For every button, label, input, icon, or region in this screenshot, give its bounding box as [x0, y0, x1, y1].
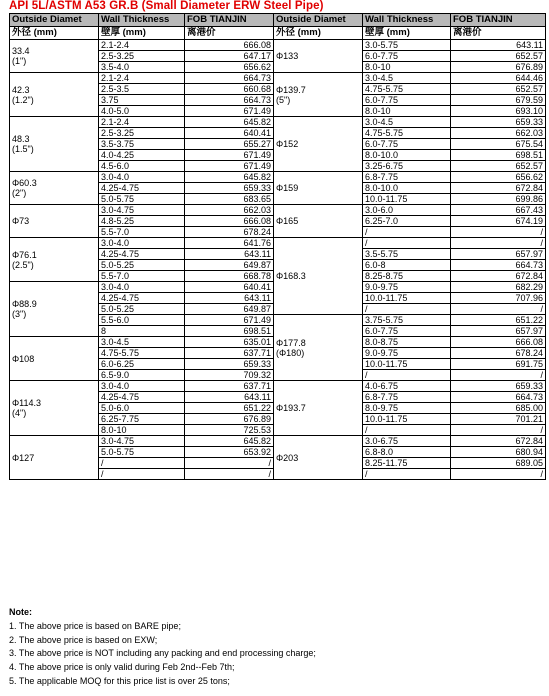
price-cell: 671.49 — [185, 150, 274, 161]
price-cell: / — [451, 227, 546, 238]
wall-thickness-cell: 8.25-8.75 — [363, 271, 451, 282]
wall-thickness-cell: 5.5-7.0 — [99, 271, 185, 282]
wall-thickness-cell: 3.0-4.5 — [99, 337, 185, 348]
price-cell: 679.59 — [451, 95, 546, 106]
table-row — [10, 238, 546, 249]
price-cell: 640.41 — [185, 128, 274, 139]
table-row — [10, 40, 546, 51]
wall-thickness-cell: 3.25-6.75 — [363, 161, 451, 172]
wall-thickness-cell: 5.0-5.75 — [99, 194, 185, 205]
price-cell: 664.73 — [185, 73, 274, 84]
price-cell: / — [451, 304, 546, 315]
header-fob-price: FOB TIANJIN — [451, 14, 546, 27]
price-cell: 659.33 — [185, 183, 274, 194]
outside-diameter-cell — [10, 436, 99, 480]
price-cell: 676.89 — [451, 62, 546, 73]
outside-diameter-label: Φ108 — [12, 353, 35, 364]
price-cell: / — [451, 469, 546, 480]
price-cell: 659.33 — [451, 117, 546, 128]
price-cell: 664.73 — [451, 392, 546, 403]
wall-thickness-cell: / — [363, 304, 451, 315]
price-cell: 657.97 — [451, 249, 546, 260]
wall-thickness-cell: 6.0-7.75 — [363, 95, 451, 106]
note-item: 2. The above price is based on EXW; — [9, 634, 158, 645]
outside-diameter-cell — [274, 315, 363, 381]
outside-diameter-cell — [10, 205, 99, 238]
price-cell: 678.24 — [451, 348, 546, 359]
header-price-cn: 离港价 — [451, 27, 546, 40]
price-cell: 651.22 — [185, 403, 274, 414]
note-item: 3. The above price is NOT including any packing and end processing charge; — [9, 648, 316, 659]
outside-diameter-label: Φ114.3 — [12, 398, 42, 408]
price-cell: 657.97 — [451, 326, 546, 337]
price-cell: 649.87 — [185, 304, 274, 315]
wall-thickness-cell: 2.5-3.5 — [99, 84, 185, 95]
price-cell: 641.76 — [185, 238, 274, 249]
outside-diameter-cell — [274, 40, 363, 73]
price-cell: 666.08 — [451, 337, 546, 348]
price-cell: 652.57 — [451, 51, 546, 62]
outside-diameter-label: 48.3 — [12, 134, 30, 144]
outside-diameter-label: (2.5") — [12, 259, 34, 270]
wall-thickness-cell: 6.25-7.75 — [99, 414, 185, 425]
wall-thickness-cell: 3.0-4.75 — [99, 436, 185, 447]
wall-thickness-cell: 10.0-11.75 — [363, 359, 451, 370]
outside-diameter-label: (1") — [12, 56, 27, 66]
price-cell: 685.00 — [451, 403, 546, 414]
table-row — [10, 205, 546, 216]
wall-thickness-cell: 3.5-3.75 — [99, 139, 185, 150]
price-cell: 666.08 — [185, 216, 274, 227]
price-cell: / — [185, 469, 274, 480]
wall-thickness-cell: 9.0-9.75 — [363, 282, 451, 293]
wall-thickness-cell: 3.0-6.75 — [363, 436, 451, 447]
outside-diameter-cell — [10, 40, 99, 73]
wall-thickness-cell: 3.0-4.0 — [99, 381, 185, 392]
wall-thickness-cell: 8.0-10.0 — [363, 183, 451, 194]
wall-thickness-cell: 6.0-7.75 — [363, 326, 451, 337]
wall-thickness-cell: 3.0-4.5 — [363, 117, 451, 128]
wall-thickness-cell: 8.25-11.75 — [363, 458, 451, 469]
price-cell: 643.11 — [185, 392, 274, 403]
price-cell: 683.65 — [185, 194, 274, 205]
wall-thickness-cell: 4.25-4.75 — [99, 249, 185, 260]
wall-thickness-cell: 8.0-10 — [363, 106, 451, 117]
outside-diameter-label: (1.2") — [12, 94, 34, 105]
notes-heading: Note: — [9, 607, 32, 617]
outside-diameter-cell — [10, 282, 99, 337]
price-cell: 668.78 — [185, 271, 274, 282]
price-cell: / — [451, 425, 546, 436]
outside-diameter-label: (4") — [12, 408, 27, 418]
price-cell: 689.05 — [451, 458, 546, 469]
price-cell: 680.94 — [451, 447, 546, 458]
price-cell: 645.82 — [185, 436, 274, 447]
outside-diameter-cell — [274, 205, 363, 238]
price-cell: 659.33 — [451, 381, 546, 392]
outside-diameter-label: Φ127 — [12, 452, 35, 463]
outside-diameter-label: Φ88.9 — [12, 299, 37, 309]
price-cell: 643.11 — [185, 293, 274, 304]
header-wall-thickness-cn: 壁厚 (mm) — [363, 27, 451, 40]
price-cell: 647.17 — [185, 51, 274, 62]
price-cell: 643.11 — [185, 249, 274, 260]
wall-thickness-cell: 5.0-5.25 — [99, 260, 185, 271]
wall-thickness-cell: 6.0-6.25 — [99, 359, 185, 370]
price-cell: 662.03 — [185, 205, 274, 216]
wall-thickness-cell: 4.0-4.25 — [99, 150, 185, 161]
wall-thickness-cell: 6.5-9.0 — [99, 370, 185, 381]
outside-diameter-label: Φ168.3 — [276, 271, 306, 281]
price-cell: 652.57 — [451, 161, 546, 172]
header-row — [10, 14, 546, 27]
wall-thickness-cell: 8 — [99, 326, 185, 337]
header-od: Outside Diamet — [10, 14, 99, 27]
wall-thickness-cell: 3.0-6.0 — [363, 205, 451, 216]
wall-thickness-cell: 4.25-4.75 — [99, 183, 185, 194]
price-cell: 707.96 — [451, 293, 546, 304]
price-cell: 656.62 — [185, 62, 274, 73]
wall-thickness-cell: 6.8-8.0 — [363, 447, 451, 458]
wall-thickness-cell: 5.5-7.0 — [99, 227, 185, 238]
outside-diameter-cell — [10, 238, 99, 282]
wall-thickness-cell: 3.0-4.0 — [99, 282, 185, 293]
wall-thickness-cell: / — [99, 469, 185, 480]
header-wall-thickness: Wall Thickness — [363, 14, 451, 27]
price-cell: / — [185, 458, 274, 469]
outside-diameter-label: (3") — [12, 309, 27, 319]
table-row — [10, 73, 546, 84]
header-row-chinese — [10, 27, 546, 40]
outside-diameter-label: 42.3 — [12, 84, 30, 95]
wall-thickness-cell: / — [363, 425, 451, 436]
outside-diameter-label: (1.5") — [12, 144, 34, 154]
wall-thickness-cell: 8.0-8.75 — [363, 337, 451, 348]
wall-thickness-cell: 3.5-4.0 — [99, 62, 185, 73]
notes-section — [9, 606, 316, 689]
price-cell: 667.43 — [451, 205, 546, 216]
wall-thickness-cell: / — [363, 227, 451, 238]
price-cell: 660.68 — [185, 84, 274, 95]
wall-thickness-cell: 3.0-4.75 — [99, 205, 185, 216]
wall-thickness-cell: 8.0-9.75 — [363, 403, 451, 414]
price-cell: 691.75 — [451, 359, 546, 370]
wall-thickness-cell: 4.25-4.75 — [99, 392, 185, 403]
outside-diameter-cell — [10, 337, 99, 381]
outside-diameter-cell — [274, 117, 363, 172]
wall-thickness-cell: / — [99, 458, 185, 469]
price-cell: 671.49 — [185, 315, 274, 326]
price-cell: 656.62 — [451, 172, 546, 183]
outside-diameter-label: Φ76.1 — [12, 249, 37, 260]
wall-thickness-cell: 4.0-6.75 — [363, 381, 451, 392]
price-cell: 640.41 — [185, 282, 274, 293]
outside-diameter-label: 33.4 — [12, 46, 30, 56]
price-cell: / — [451, 238, 546, 249]
price-cell: 671.49 — [185, 106, 274, 117]
header-wall-thickness: Wall Thickness — [99, 14, 185, 27]
wall-thickness-cell: 2.5-3.25 — [99, 51, 185, 62]
wall-thickness-cell: 4.25-4.75 — [99, 293, 185, 304]
price-cell: 709.32 — [185, 370, 274, 381]
price-table — [9, 13, 546, 480]
table-row — [10, 117, 546, 128]
price-cell: 699.86 — [451, 194, 546, 205]
price-cell: 672.84 — [451, 271, 546, 282]
wall-thickness-cell: 2.5-3.25 — [99, 128, 185, 139]
wall-thickness-cell: 6.8-7.75 — [363, 172, 451, 183]
table-row — [10, 172, 546, 183]
wall-thickness-cell: 10.0-11.75 — [363, 293, 451, 304]
wall-thickness-cell: 3.0-4.0 — [99, 238, 185, 249]
note-item: 5. The applicable MOQ for this price list is over 25 tons; — [9, 675, 230, 686]
table-row — [10, 381, 546, 392]
price-cell: 682.29 — [451, 282, 546, 293]
note-item: 4. The above price is only valid during Feb 2nd--Feb 7th; — [9, 662, 235, 673]
outside-diameter-label: Φ60.3 — [12, 178, 37, 188]
price-cell: 649.87 — [185, 260, 274, 271]
wall-thickness-cell: 3.0-4.5 — [363, 73, 451, 84]
wall-thickness-cell: 4.8-5.25 — [99, 216, 185, 227]
price-cell: 725.53 — [185, 425, 274, 436]
outside-diameter-label: Φ177.8 — [276, 337, 306, 348]
outside-diameter-label: Φ152 — [276, 139, 299, 149]
price-cell: 671.49 — [185, 161, 274, 172]
price-cell: 637.71 — [185, 381, 274, 392]
price-cell: 678.24 — [185, 227, 274, 238]
page-title: API 5L/ASTM A53 GR.B (Small Diameter ERW Steel Pipe) — [9, 0, 324, 12]
outside-diameter-cell — [10, 73, 99, 117]
wall-thickness-cell: 3.75 — [99, 95, 185, 106]
wall-thickness-cell: 9.0-9.75 — [363, 348, 451, 359]
wall-thickness-cell: 5.0-5.75 — [99, 447, 185, 458]
wall-thickness-cell: / — [363, 238, 451, 249]
wall-thickness-cell: 8.0-10 — [363, 62, 451, 73]
price-table-body — [10, 14, 546, 480]
wall-thickness-cell: 3.0-4.0 — [99, 172, 185, 183]
wall-thickness-cell: / — [363, 469, 451, 480]
outside-diameter-label: Φ159 — [276, 183, 299, 193]
wall-thickness-cell: 3.75-5.75 — [363, 315, 451, 326]
outside-diameter-cell — [274, 73, 363, 117]
wall-thickness-cell: 10.0-11.75 — [363, 194, 451, 205]
note-item: 1. The above price is based on BARE pipe; — [9, 620, 181, 631]
table-row — [10, 436, 546, 447]
price-cell: 701.21 — [451, 414, 546, 425]
outside-diameter-cell — [10, 117, 99, 172]
outside-diameter-cell — [274, 172, 363, 205]
price-cell: 653.92 — [185, 447, 274, 458]
header-od-cn: 外径 (mm) — [10, 27, 99, 40]
header-wall-thickness-cn: 壁厚 (mm) — [99, 27, 185, 40]
wall-thickness-cell: 6.0-7.75 — [363, 51, 451, 62]
price-cell: 698.51 — [185, 326, 274, 337]
price-cell: 655.27 — [185, 139, 274, 150]
outside-diameter-cell — [274, 381, 363, 436]
price-cell: 675.54 — [451, 139, 546, 150]
price-cell: 664.73 — [451, 260, 546, 271]
wall-thickness-cell: 4.75-5.75 — [363, 128, 451, 139]
wall-thickness-cell: 6.25-7.0 — [363, 216, 451, 227]
wall-thickness-cell: / — [363, 370, 451, 381]
outside-diameter-cell — [274, 238, 363, 315]
outside-diameter-label: Φ73 — [12, 216, 30, 226]
wall-thickness-cell: 2.1-2.4 — [99, 40, 185, 51]
wall-thickness-cell: 3.5-5.75 — [363, 249, 451, 260]
wall-thickness-cell: 6.0-8 — [363, 260, 451, 271]
price-cell: 659.33 — [185, 359, 274, 370]
wall-thickness-cell: 2.1-2.4 — [99, 117, 185, 128]
price-cell: / — [451, 370, 546, 381]
price-cell: 637.71 — [185, 348, 274, 359]
wall-thickness-cell: 3.0-5.75 — [363, 40, 451, 51]
wall-thickness-cell: 10.0-11.75 — [363, 414, 451, 425]
price-cell: 672.84 — [451, 436, 546, 447]
outside-diameter-label: Φ139.7 — [276, 84, 306, 95]
price-cell: 693.10 — [451, 106, 546, 117]
wall-thickness-cell: 5.0-5.25 — [99, 304, 185, 315]
wall-thickness-cell: 6.0-7.75 — [363, 139, 451, 150]
header-od-cn: 外径 (mm) — [274, 27, 363, 40]
price-cell: 645.82 — [185, 117, 274, 128]
price-cell: 652.57 — [451, 84, 546, 95]
price-cell: 644.46 — [451, 73, 546, 84]
wall-thickness-cell: 4.0-5.0 — [99, 106, 185, 117]
price-cell: 645.82 — [185, 172, 274, 183]
outside-diameter-cell — [10, 172, 99, 205]
wall-thickness-cell: 4.5-6.0 — [99, 161, 185, 172]
outside-diameter-cell — [10, 381, 99, 436]
outside-diameter-label: (5") — [276, 94, 291, 105]
price-cell: 672.84 — [451, 183, 546, 194]
wall-thickness-cell: 4.75-5.75 — [363, 84, 451, 95]
price-cell: 698.51 — [451, 150, 546, 161]
outside-diameter-label: (2") — [12, 188, 27, 198]
price-cell: 635.01 — [185, 337, 274, 348]
wall-thickness-cell: 4.75-5.75 — [99, 348, 185, 359]
price-cell: 664.73 — [185, 95, 274, 106]
outside-diameter-label: (Φ180) — [276, 347, 305, 358]
wall-thickness-cell: 5.0-6.0 — [99, 403, 185, 414]
price-cell: 666.08 — [185, 40, 274, 51]
outside-diameter-cell — [274, 436, 363, 480]
wall-thickness-cell: 8.0-10.0 — [363, 150, 451, 161]
price-cell: 643.11 — [451, 40, 546, 51]
price-cell: 674.19 — [451, 216, 546, 227]
outside-diameter-label: Φ133 — [276, 51, 299, 61]
outside-diameter-label: Φ165 — [276, 216, 299, 226]
price-cell: 662.03 — [451, 128, 546, 139]
wall-thickness-cell: 8.0-10 — [99, 425, 185, 436]
header-price-cn: 离港价 — [185, 27, 274, 40]
price-cell: 651.22 — [451, 315, 546, 326]
header-fob-price: FOB TIANJIN — [185, 14, 274, 27]
wall-thickness-cell: 5.5-6.0 — [99, 315, 185, 326]
header-od: Outside Diamet — [274, 14, 363, 27]
wall-thickness-cell: 2.1-2.4 — [99, 73, 185, 84]
price-cell: 676.89 — [185, 414, 274, 425]
outside-diameter-label: Φ203 — [276, 452, 299, 463]
outside-diameter-label: Φ193.7 — [276, 403, 306, 413]
wall-thickness-cell: 6.8-7.75 — [363, 392, 451, 403]
